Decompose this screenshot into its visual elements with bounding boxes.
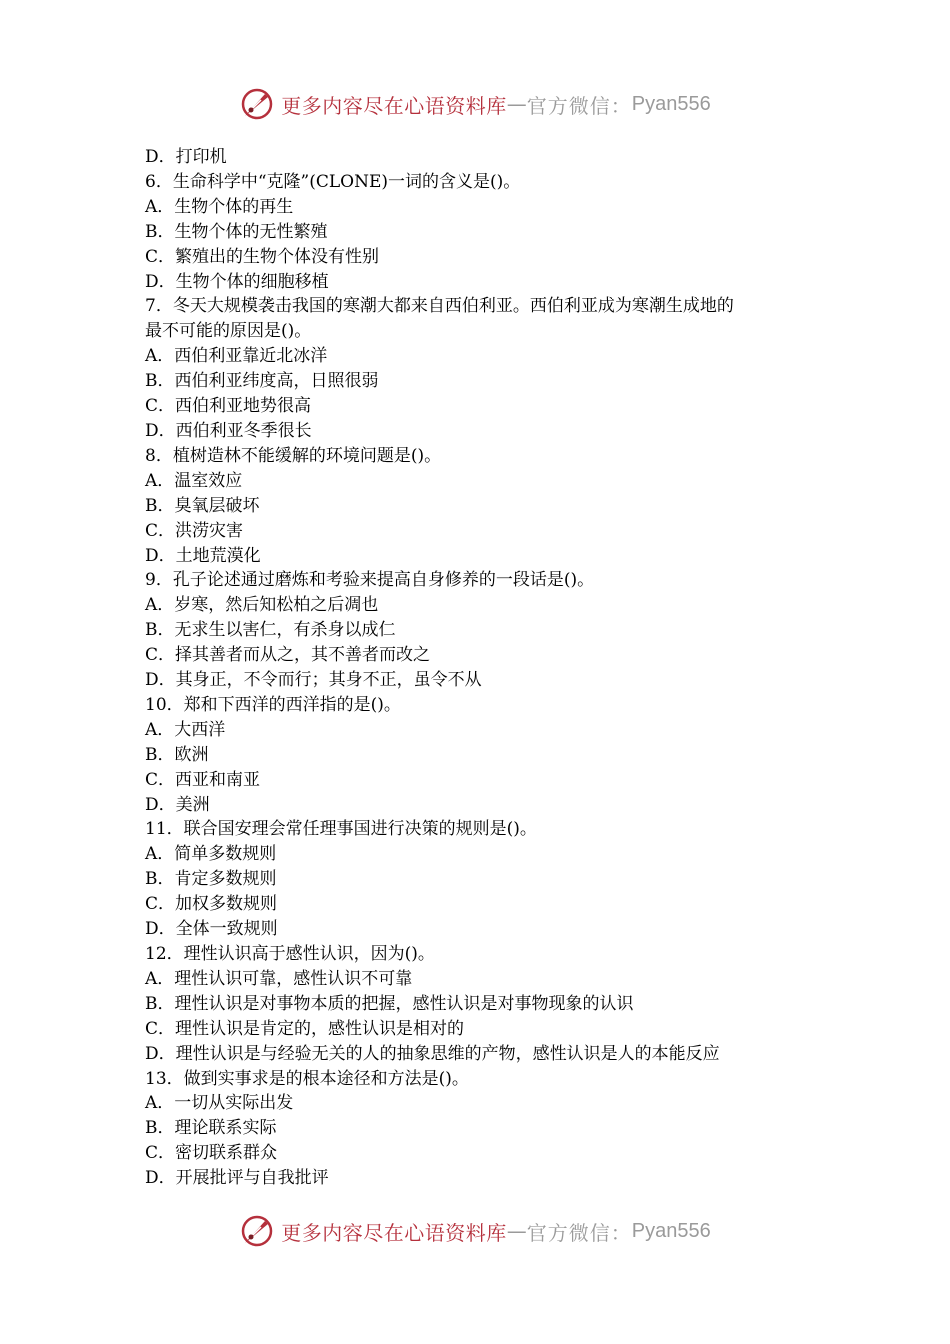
option-line: B．无求生以害仁，有杀身以成仁 xyxy=(145,620,396,641)
option-line: A．西伯利亚靠近北冰洋 xyxy=(145,346,328,367)
document-body xyxy=(145,145,825,1191)
option-line: D．西伯利亚冬季很长 xyxy=(145,420,312,441)
option-line: A．理性认识可靠，感性认识不可靠 xyxy=(145,968,413,989)
option-line: B．欧洲 xyxy=(145,744,209,765)
option-line: B．臭氧层破坏 xyxy=(145,495,260,516)
question-7: 7．冬天大规模袭击我国的寒潮大都来自西伯利亚。西伯利亚成为寒潮生成地的 xyxy=(145,296,734,317)
header-separator: — xyxy=(506,92,527,116)
option-line: C．洪涝灾害 xyxy=(145,520,244,541)
question-12: 12．理性认识高于感性认识，因为()。 xyxy=(145,944,435,964)
question-6: 6．生命科学中“克隆”(CLONE)一词的含义是()。 xyxy=(145,171,521,192)
option-line: D．美洲 xyxy=(145,794,210,815)
option-line: A．大西洋 xyxy=(145,719,226,740)
option-line: C．西伯利亚地势很高 xyxy=(145,396,312,417)
option-line: D．土地荒漠化 xyxy=(145,545,261,566)
option-line: B．肯定多数规则 xyxy=(145,869,277,890)
header-brand-text: 更多内容尽在心语资料库 xyxy=(281,93,507,118)
question-10: 10．郑和下西洋的西洋指的是()。 xyxy=(145,694,401,715)
header-wechat-label: 官方微信： xyxy=(526,93,632,118)
option-line: B．西伯利亚纬度高，日照很弱 xyxy=(145,371,379,392)
question-11: 11．联合国安理会常任理事国进行决策的规则是()。 xyxy=(145,819,537,840)
option-line: A．生物个体的再生 xyxy=(145,196,294,217)
footer-banner-inner xyxy=(239,1213,710,1249)
option-line: A．一切从实际出发 xyxy=(145,1093,294,1114)
header-banner xyxy=(0,84,950,124)
option-line: C．繁殖出的生物个体没有性别 xyxy=(145,246,380,267)
quill-logo-icon xyxy=(239,86,275,122)
option-line: A．岁寒，然后知松柏之后凋也 xyxy=(145,595,379,616)
footer-wechat-label: 官方微信： xyxy=(526,1220,632,1245)
text-line: D．打印机 xyxy=(145,147,227,167)
option-line: B．理论联系实际 xyxy=(145,1118,277,1139)
header-banner-inner xyxy=(239,86,710,122)
question-8: 8．植树造林不能缓解的环境问题是()。 xyxy=(145,445,442,466)
question-13: 13．做到实事求是的根本途径和方法是()。 xyxy=(145,1068,469,1089)
option-line: B．生物个体的无性繁殖 xyxy=(145,221,328,242)
quill-logo-icon xyxy=(239,1213,275,1249)
footer-separator: — xyxy=(506,1219,527,1243)
footer-wechat-id: Pyan556 xyxy=(631,1219,711,1242)
option-line: A．简单多数规则 xyxy=(145,844,277,865)
option-line: D．其身正，不令而行；其身不正，虽令不从 xyxy=(145,670,482,691)
option-line: C．择其善者而从之，其不善者而改之 xyxy=(145,645,431,666)
option-line: D．全体一致规则 xyxy=(145,919,278,940)
question-7-continued: 最不可能的原因是()。 xyxy=(145,321,312,342)
option-line: C．密切联系群众 xyxy=(145,1143,278,1164)
option-line: A．温室效应 xyxy=(145,470,243,491)
option-line: B．理性认识是对事物本质的把握，感性认识是对事物现象的认识 xyxy=(145,993,634,1014)
option-line: C．加权多数规则 xyxy=(145,894,278,915)
question-9: 9．孔子论述通过磨炼和考验来提高自身修养的一段话是()。 xyxy=(145,570,595,591)
option-line: C．理性认识是肯定的，感性认识是相对的 xyxy=(145,1018,465,1039)
footer-brand-text: 更多内容尽在心语资料库 xyxy=(281,1220,507,1245)
footer-banner xyxy=(0,1211,950,1251)
option-line: D．开展批评与自我批评 xyxy=(145,1168,329,1189)
option-line: D．理性认识是与经验无关的人的抽象思维的产物，感性认识是人的本能反应 xyxy=(145,1043,720,1064)
option-line: C．西亚和南亚 xyxy=(145,769,261,790)
option-line: D．生物个体的细胞移植 xyxy=(145,271,329,292)
header-wechat-id: Pyan556 xyxy=(631,92,711,115)
